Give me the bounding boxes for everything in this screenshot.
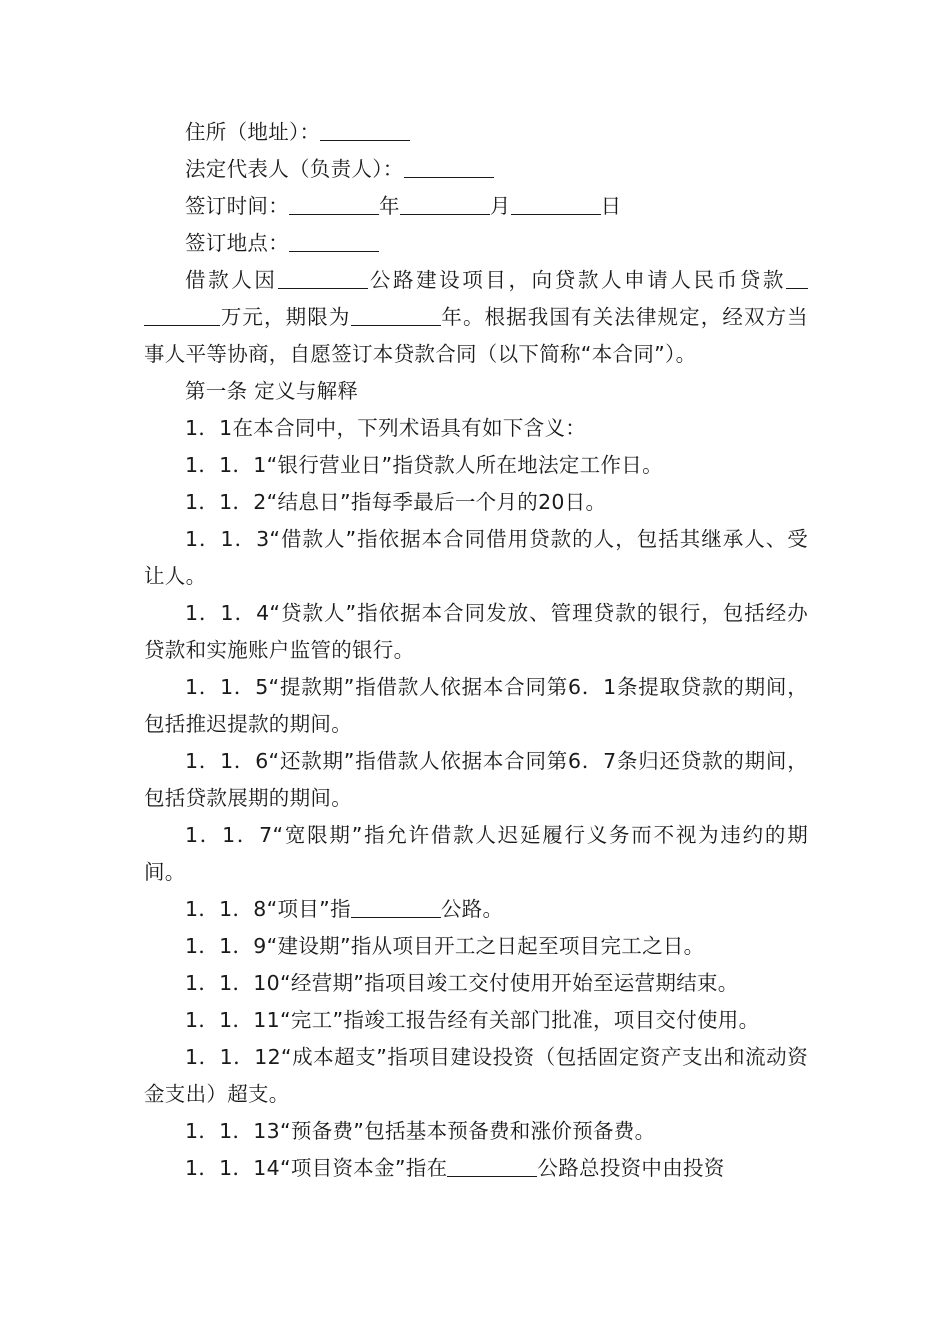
amount-blank-part1[interactable]: [786, 266, 808, 289]
year-text: 年: [379, 194, 400, 218]
sign-place-line: [144, 225, 808, 262]
intro-text-b: 公路建设项目，向贷款人申请人民币贷款: [367, 268, 787, 292]
clause-1-1-2: 1．1．2“结息日”指每季最后一个月的20日。: [185, 490, 607, 514]
clause-1-1-1: 1．1．1“银行营业日”指贷款人所在地法定工作日。: [185, 453, 663, 477]
clause-1-1-12: 1．1．12“成本超支”指项目建设投资（包括固定资产支出和流动资金支出）超支。: [144, 1045, 808, 1106]
day-text: 日: [600, 194, 622, 218]
year-blank[interactable]: [289, 192, 379, 215]
legal-rep-blank[interactable]: [404, 155, 494, 178]
intro-text-a: 借款人因: [185, 268, 278, 292]
amount-blank-part2[interactable]: [144, 303, 220, 326]
legal-rep-line: [144, 151, 808, 188]
clause-1-1-13: 1．1．13“预备费”包括基本预备费和涨价预备费。: [185, 1119, 656, 1143]
address-label: 住所（地址）：: [185, 120, 321, 144]
clause-1-1-8-text-a: 1．1．8“项目”指: [185, 897, 351, 921]
sign-place-blank[interactable]: [289, 229, 379, 252]
intro-paragraph: [144, 262, 808, 373]
project-name-blank[interactable]: [278, 266, 368, 289]
clause-1-1-7: 1．1．7“宽限期”指允许借款人迟延履行义务而不视为违约的期间。: [144, 823, 808, 884]
month-blank[interactable]: [400, 192, 490, 215]
clause-1-1-3: 1．1．3“借款人”指依据本合同借用贷款的人，包括其继承人、受让人。: [144, 527, 808, 588]
clause-1-1-10: 1．1．10“经营期”指项目竣工交付使用开始至运营期结束。: [185, 971, 739, 995]
clause-1-1-14-text-a: 1．1．14“项目资本金”指在: [185, 1156, 448, 1180]
clause-1-1-8-text-b: 公路。: [440, 897, 504, 921]
day-blank[interactable]: [511, 192, 601, 215]
intro-text-d: 年。根据我国有关法律规定，经双方当事人平等协商，自愿签订本贷款合同（以下简称“本合同”）。: [144, 305, 808, 366]
contract-body: [144, 114, 808, 1187]
legal-rep-label: 法定代表人（负责人）：: [185, 157, 404, 181]
clause-1-1-5: 1．1．5“提款期”指借款人依据本合同第6．1条提取贷款的期间，包括推迟提款的期间。: [144, 675, 808, 736]
term-blank[interactable]: [351, 303, 441, 326]
clause-1-1-11: 1．1．11“完工”指竣工报告经有关部门批准，项目交付使用。: [185, 1008, 760, 1032]
sign-place-label: 签订地点：: [185, 231, 289, 255]
clause-1-1-8: [144, 891, 808, 928]
article-1-heading: 第一条 定义与解释: [185, 379, 359, 403]
clause-1-1-14: [144, 1150, 808, 1187]
clause-1-1-9: 1．1．9“建设期”指从项目开工之日起至项目完工之日。: [185, 934, 705, 958]
address-line: [144, 114, 808, 151]
address-blank[interactable]: [320, 118, 410, 141]
clause-1-1: 1．1在本合同中，下列术语具有如下含义：: [185, 416, 587, 440]
clause-1-1-14-text-b: 公路总投资中由投资: [537, 1156, 725, 1180]
highway-blank[interactable]: [447, 1154, 537, 1177]
clause-1-1-4: 1．1．4“贷款人”指依据本合同发放、管理贷款的银行，包括经办贷款和实施账户监管的银行。: [144, 601, 808, 662]
clause-1-1-6: 1．1．6“还款期”指借款人依据本合同第6．7条归还贷款的期间，包括贷款展期的期间。: [144, 749, 808, 810]
sign-time-line: [144, 188, 808, 225]
month-text: 月: [489, 194, 511, 218]
sign-time-label: 签订时间：: [185, 194, 289, 218]
project-blank[interactable]: [351, 895, 441, 918]
intro-text-c: 万元，期限为: [220, 305, 351, 329]
